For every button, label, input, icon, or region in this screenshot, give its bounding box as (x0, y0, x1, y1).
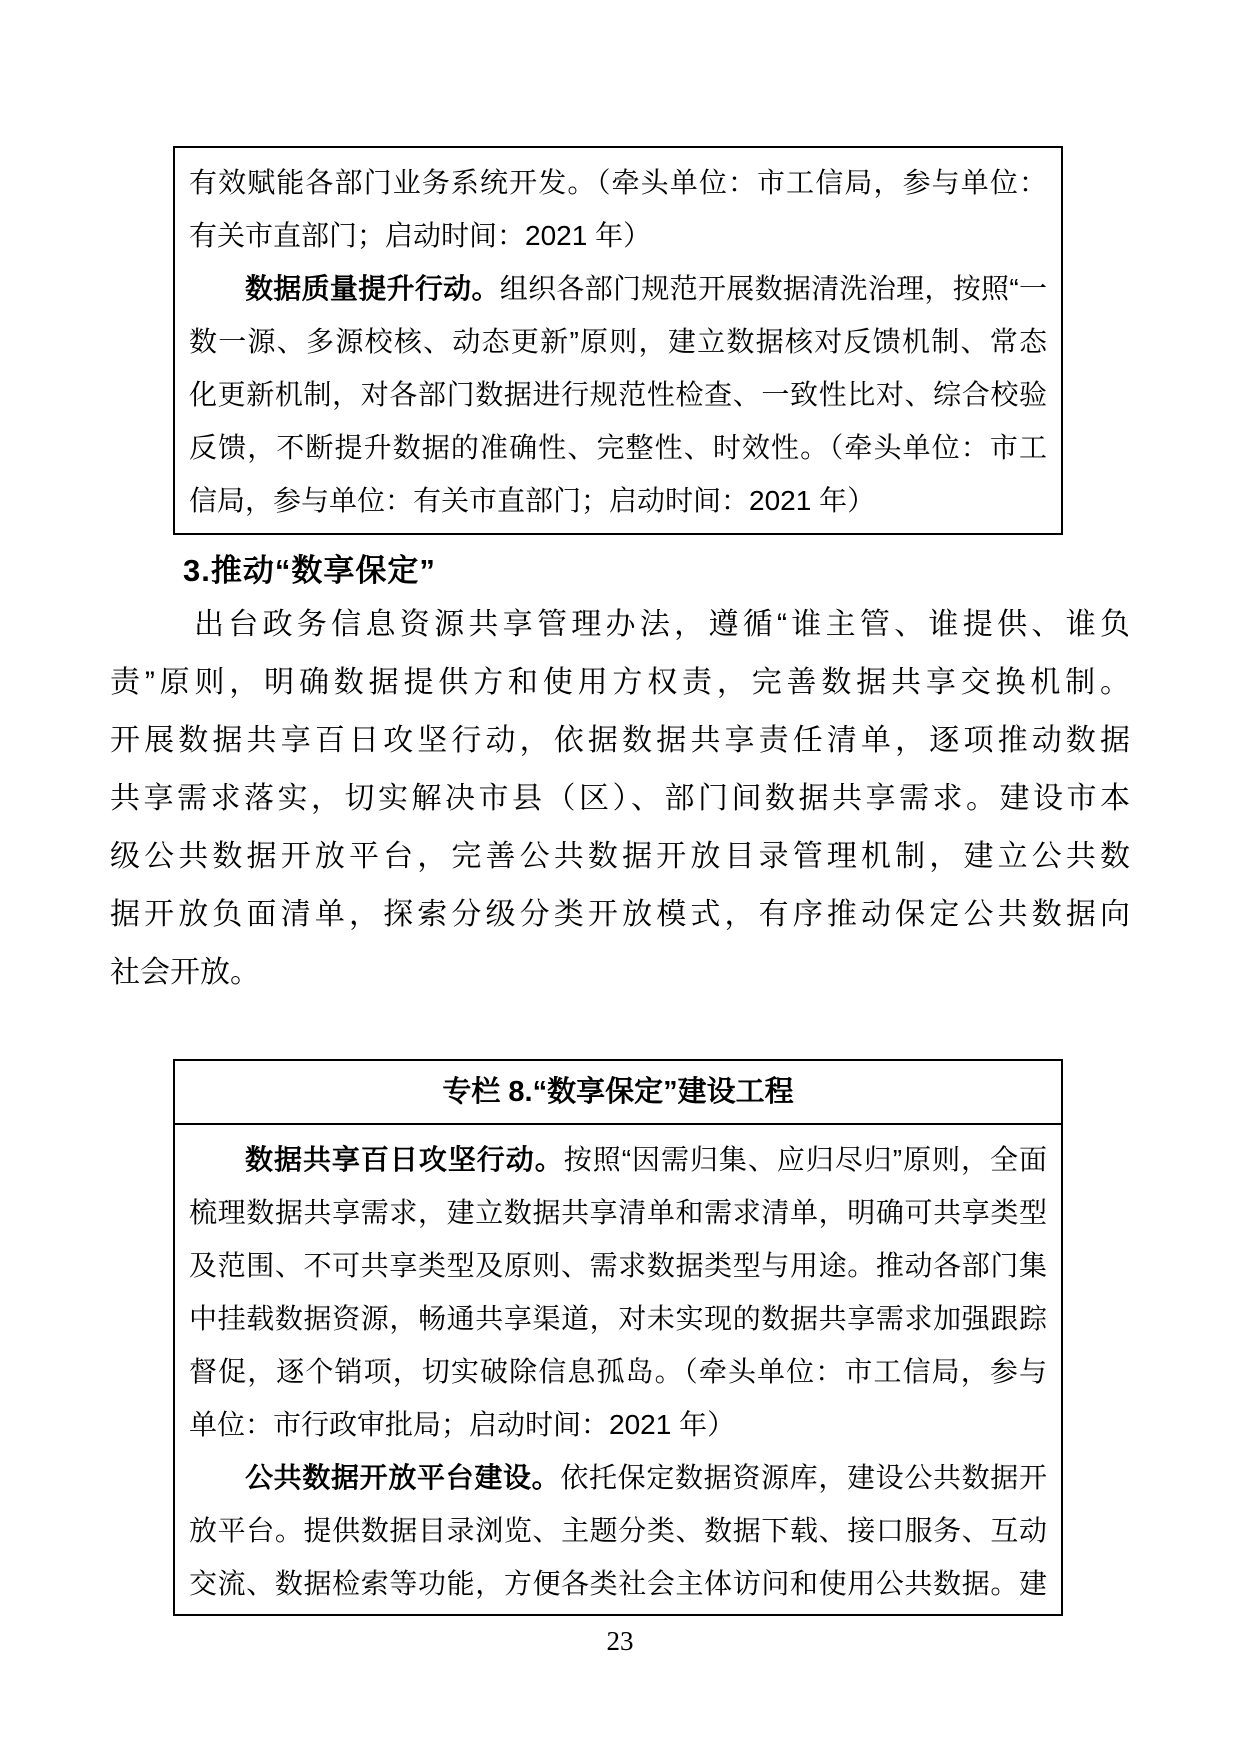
bold-run: 数据质量提升行动。 (245, 273, 500, 304)
bold-run: 公共数据开放平台建设。 (245, 1462, 561, 1493)
text-line (110, 712, 1130, 770)
text-line (110, 944, 1130, 1002)
text-run: 中挂载数据资源，畅通共享渠道，对未实现的数据共享需求加强跟踪 (189, 1303, 1047, 1334)
text-line (110, 828, 1130, 886)
text-line (189, 1345, 1047, 1398)
text-run: 放平台。提供数据目录浏览、主题分类、数据下载、接口服务、互动 (189, 1515, 1047, 1546)
text-line (189, 1557, 1047, 1610)
text-run: 共享需求落实，切实解决市县（区）、部门间数据共享需求。建设市本 (110, 782, 1130, 815)
callout-box-continued (173, 146, 1063, 535)
text-line (110, 886, 1130, 944)
callout-box-8 (173, 1059, 1063, 1616)
text-run: 化更新机制，对各部门数据进行规范性检查、一致性比对、综合校验 (189, 379, 1047, 410)
text-line (110, 596, 1130, 654)
text-line (189, 474, 1047, 527)
text-run: 据开放负面清单，探索分级分类开放模式，有序推动保定公共数据向 (110, 898, 1130, 931)
text-line (189, 1398, 1047, 1451)
text-line (189, 1292, 1047, 1345)
text-run: 责”原则，明确数据提供方和使用方权责，完善数据共享交换机制。 (110, 666, 1130, 699)
text-line (189, 421, 1047, 474)
text-run: 开展数据共享百日攻坚行动，依据数据共享责任清单，逐项推动数据 (110, 724, 1130, 757)
text-line (189, 1451, 1047, 1504)
text-line (189, 1186, 1047, 1239)
text-run: 及范围、不可共享类型及原则、需求数据类型与用途。推动各部门集 (189, 1250, 1047, 1281)
text-line (189, 156, 1047, 209)
page-number: 23 (606, 1626, 634, 1656)
text-run: 有效赋能各部门业务系统开发。（牵头单位：市工信局，参与单位： (189, 167, 1047, 198)
body-paragraph (110, 596, 1130, 1002)
text-run: 单位：市行政审批局；启动时间：2021 年） (189, 1409, 736, 1440)
text-line (189, 1133, 1047, 1186)
text-run: 交流、数据检索等功能，方便各类社会主体访问和使用公共数据。建 (189, 1568, 1047, 1599)
text-run: 依托保定数据资源库，建设公共数据开 (560, 1462, 1047, 1493)
text-run: 数一源、多源校核、动态更新”原则，建立数据核对反馈机制、常态 (189, 326, 1047, 357)
text-run: 有关市直部门；启动时间：2021 年） (189, 220, 652, 251)
text-line (189, 1504, 1047, 1557)
text-line (110, 654, 1130, 712)
text-line (189, 1239, 1047, 1292)
text-run: 梳理数据共享需求，建立数据共享清单和需求清单，明确可共享类型 (189, 1197, 1047, 1228)
bold-run: 数据共享百日攻坚行动。 (245, 1144, 564, 1175)
text-run: 反馈，不断提升数据的准确性、完整性、时效性。（牵头单位：市工 (189, 432, 1047, 463)
text-run: 组织各部门规范开展数据清洗治理，按照“一 (499, 273, 1047, 304)
callout-box-body (175, 1125, 1061, 1614)
text-line (189, 368, 1047, 421)
text-line (189, 315, 1047, 368)
text-run: 督促，逐个销项，切实破除信息孤岛。（牵头单位：市工信局，参与 (189, 1356, 1047, 1387)
text-line (189, 262, 1047, 315)
callout-box-title: 专栏 8.“数享保定”建设工程 (175, 1061, 1061, 1125)
section-heading: 3.推动“数享保定” (183, 553, 436, 588)
text-line (110, 770, 1130, 828)
text-run: 出台政务信息资源共享管理办法，遵循“谁主管、谁提供、谁负 (194, 608, 1130, 641)
text-run: 信局，参与单位：有关市直部门；启动时间：2021 年） (189, 485, 876, 516)
text-run: 社会开放。 (110, 956, 260, 989)
text-run: 级公共数据开放平台，完善公共数据开放目录管理机制，建立公共数 (110, 840, 1130, 873)
text-line (189, 209, 1047, 262)
text-run: 按照“因需归集、应归尽归”原则，全面 (563, 1144, 1047, 1175)
